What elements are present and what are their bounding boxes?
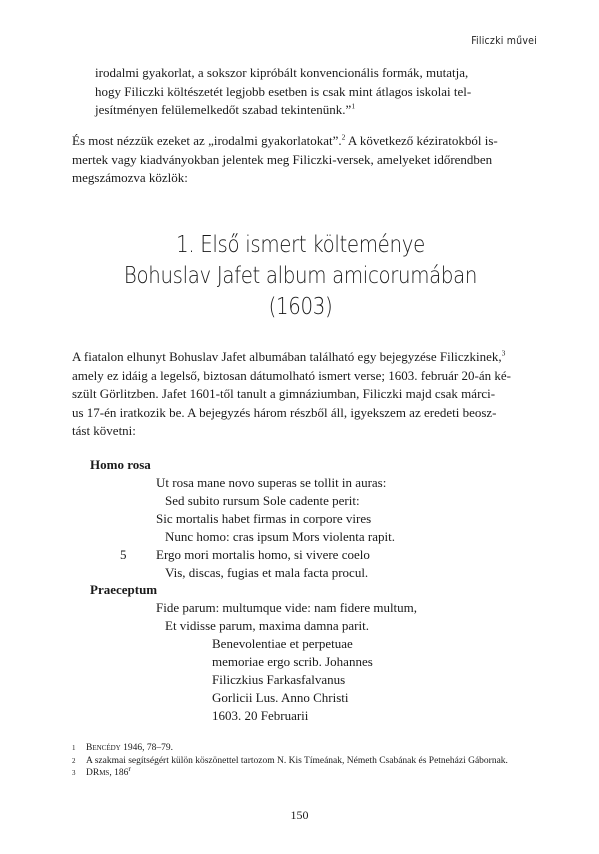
poem-heading: Homo rosa [90, 457, 151, 472]
poem-heading: Praeceptum [90, 582, 158, 597]
paragraph-line: us 17-én iratkozik be. A bejegyzés három részből áll, igyekszem az eredeti beosz- [72, 404, 497, 420]
footnote-ref: 1 [351, 101, 356, 111]
footnotes [72, 742, 542, 780]
dedication-line: Benevolentiae et perpetuae [212, 636, 353, 651]
paragraph-line: tást követni: [72, 423, 136, 439]
dedication-line: memoriae ergo scrib. Johannes [212, 654, 373, 669]
poem-line: Ergo mori mortalis homo, si vivere coelo [156, 547, 370, 562]
running-header: Filiczki művei [471, 35, 537, 47]
dedication-line: Gorlicii Lus. Anno Christi [212, 690, 349, 705]
footnote: 2 A szakmai segítségért külön köszönettel tartozom N. Kis Tímeának, Németh Csabának és Petneházi Gábornak. [72, 755, 508, 766]
section-title-line: (1603) [268, 294, 333, 320]
poem-line: Sed subito rursum Sole cadente perit: [165, 493, 360, 508]
page-number: 150 [290, 808, 309, 822]
poem-line: Vis, discas, fugias et mala facta procul. [165, 565, 369, 580]
footnote-ref: 3 [501, 348, 506, 358]
dedication-line: 1603. 20 Februarii [212, 708, 309, 723]
paragraph-line: amely ez idáig a legelső, biztosan dátumolható ismert verse; 1603. február 20-án ké- [72, 367, 511, 383]
quote-line: hogy Filiczki költészetét legjobb esetben is csak mint átlagos iskolai tel- [95, 83, 472, 99]
poem-line: Ut rosa mane novo superas se tollit in auras: [156, 475, 387, 490]
footnote: 3 DRms, 186$^r$ [72, 763, 131, 778]
section-title-line: Bohuslav Jafet album amicorumában [123, 263, 478, 289]
paragraph-line: A fiatalon elhunyt Bohuslav Jafet albumában található egy bejegyzése Filiczkinek,$^3$ [72, 348, 506, 364]
poem-line: Sic mortalis habet firmas in corpore vires [156, 511, 372, 526]
paragraph-line: És most nézzük ezeket az „irodalmi gyakorlatokat”.$^2$ A következő kéziratokból is- [72, 132, 498, 148]
quote-line: irodalmi gyakorlat, a sokszor kipróbált konvencionális formák, mutatja, [95, 65, 469, 80]
poem-line: Nunc homo: cras ipsum Mors violenta rapit. [165, 529, 395, 544]
paragraph-line: megszámozva közlök: [72, 170, 188, 186]
footnote-ref: 2 [341, 132, 346, 142]
poem-line: Fide parum: multumque vide: nam fidere multum, [156, 600, 418, 615]
line-number: 5 [120, 547, 127, 562]
paragraph-line: szült Görlitzben. Jafet 1601-től tanult a gimnáziumban, Filiczki majd csak márci- [72, 386, 496, 402]
poem-line: Et vidisse parum, maxima damna parit. [165, 618, 369, 633]
dedication-line: Filiczkius Farkasfalvanus [212, 672, 346, 687]
paragraph-line: mertek vagy kiadványokban jelentek meg Filiczki-versek, amelyeket időrendben [72, 151, 493, 167]
section-title-line: 1. Első ismert költeménye [176, 232, 425, 258]
quote-line: jesítményen felülemelkedőt szabad tekintenünk.”$^1$ [95, 101, 356, 118]
footnote: 1 Bencédy 1946, 78–79. [72, 743, 173, 753]
